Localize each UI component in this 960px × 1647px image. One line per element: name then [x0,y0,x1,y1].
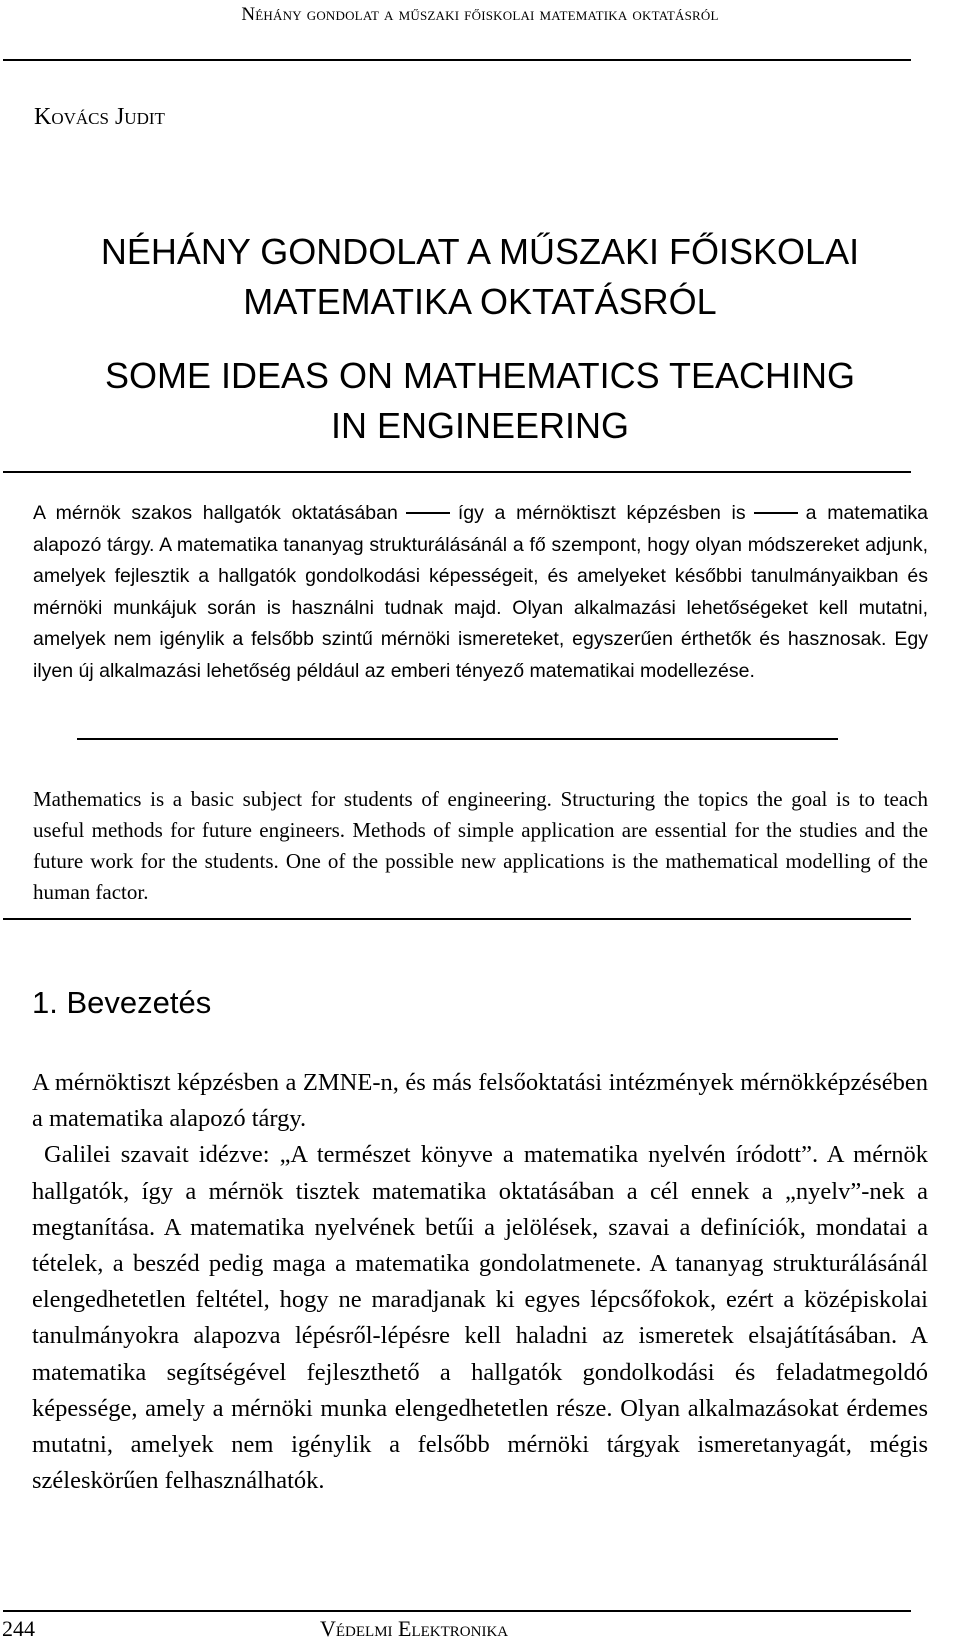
body-paragraph: Galilei szavait idézve: „A természet könyve a matematika nyelvén íródott”. A mérnök hallgatók, így a mérnök tisztek matematika oktatásában a cél ennek a „nyelv”-nek a megtanítása. A matematika nyelvének betűi a jelölések, szavai a definíciók, mondatai a tételek, a beszéd pedig maga a matematika gondolatmenete. A tananyag strukturálásánál elengedhetetlen feltétel, hogy ne maradjanak ki egyes lépcsőfokok, ezért a középiskolai tanulmányokra alapozva lépésről-lépésre kell haladni az ismeretek elsajátításában. A matematika segítségével fejleszthető a hallgatók gondolkodási és feladatmegoldó képessége, amely a mérnöki munka elengedhetetlen része. Olyan alkalmazásokat érdemes mutatni, amelyek nem igénylik a felsőbb mérnöki tárgyak ismeretanyagát, mégis széleskörűen felhasználhatók. [32,1141,928,1495]
title-hu-line-2: MATEMATIKA OKTATÁSRÓL [243,281,717,322]
title-hungarian [0,227,960,327]
abstract-hu-part-2: így a mérnöktiszt képzésben is [457,502,746,524]
section-body [32,1065,928,1499]
abstract-bottom-rule [3,918,911,920]
abstract-hu-part-1: A mérnök szakos hallgatók oktatásában [33,502,398,524]
abstract-english: Mathematics is a basic subject for students of engineering. Structuring the topics the goal is to teach useful methods for future engineers. Methods of simple application are essential for the studies and the future work for the students. One of the possible new applications is the mathematical modelling of the human factor. [33,787,928,904]
title-en-line-2: IN ENGINEERING [330,405,630,446]
abstract-hungarian [33,498,928,687]
title-hu-line-1: NÉHÁNY GONDOLAT A MŰSZAKI FŐISKOLAI [100,231,860,272]
abstract-hu-part-3: a matematika alapozó tárgy. A matematika tananyag strukturálásánál a fő szempont, hogy olyan módszereket adjunk, amelyek fejlesztik a hallgatók gondolkodási képességeit, és amelyeket későbbi tanulmányaikban és mérnöki munkájuk során is használni tudnak majd. Olyan alkalmazási lehetőségeket kell mutatni, amelyek nem igénylik a felsőbb szintű mérnöki ismereteket, egyszerűen érthetők és hasznosak. Egy ilyen új alkalmazási lehetőség például az emberi tényező matematikai modellezése. [33,502,929,682]
footer-rule [3,1610,911,1612]
em-dash [406,512,450,514]
author-name: Kovács Judit [34,104,165,130]
section-heading: 1. Bevezetés [32,985,212,1020]
em-dash [754,512,798,514]
body-paragraph: A mérnöktiszt képzésben a ZMNE-n, és más felsőoktatási intézmények mérnökképzésében a matematika alapozó tárgy. [32,1069,928,1133]
abstract-top-rule [3,471,911,473]
abstract-separator-rule [77,738,838,740]
header-rule [3,59,911,61]
title-en-line-1: SOME IDEAS ON MATHEMATICS TEACHING [104,355,856,396]
title-english [0,351,960,451]
page-number: 244 [2,1616,35,1641]
journal-name: Védelmi Elektronika [320,1616,509,1641]
running-head: Néhány gondolat a műszaki főiskolai matematika oktatásról [241,4,719,25]
